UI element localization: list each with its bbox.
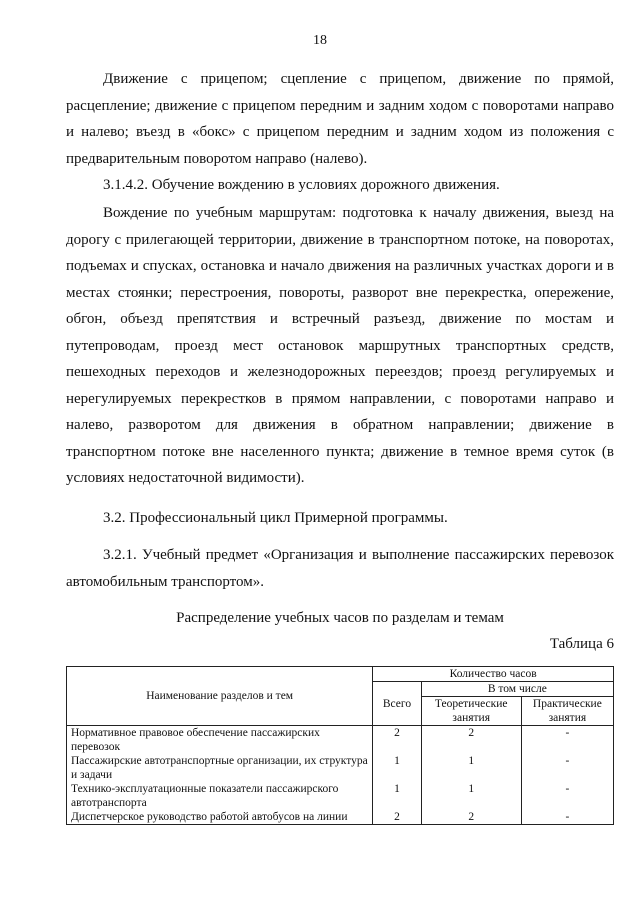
row-name: Нормативное правовое обеспечение пассажирских перевозок bbox=[67, 726, 373, 755]
page-number: 18 bbox=[313, 33, 327, 48]
table-row bbox=[67, 782, 614, 810]
row-theory: 2 bbox=[421, 810, 521, 825]
hours-distribution-table bbox=[66, 666, 614, 825]
header-section-name: Наименование разделов и тем bbox=[67, 667, 373, 726]
row-name: Диспетчерское руководство работой автобусов на линии bbox=[67, 810, 373, 825]
paragraph-text: Движение с прицепом; сцепление с прицепом, движение по прямой, расцепление; движение с прицепом передним и задним ходом с поворотами направо и налево; въезд в «бокс» с прицепом передним и задним ходом из положения с предварительным поворотом направо (налево). bbox=[66, 71, 614, 167]
table-row bbox=[67, 754, 614, 782]
row-theory: 1 bbox=[421, 782, 521, 810]
row-total: 2 bbox=[373, 810, 421, 825]
paragraph-route-driving bbox=[66, 200, 614, 492]
row-theory: 2 bbox=[421, 726, 521, 755]
section-heading-3-2 bbox=[66, 505, 614, 532]
paragraph-text: 3.1.4.2. Обучение вождению в условиях дорожного движения. bbox=[103, 177, 500, 193]
table-label: Таблица 6 bbox=[549, 636, 614, 652]
paragraph-text: Вождение по учебным маршрутам: подготовка к началу движения, выезд на дорогу с прилегающей территории, движение в транспортном потоке, на поворотах, подъемах и спусках, остановка и начало движения на различных участках дороги и в местах стоянки; перестроения, повороты, разворот вне перекрестка, опережение, обгон, объезд препятствия и встречный разъезд, движение по мостам и путепроводам, проезд мест остановок маршрутных транспортных средств, пешеходных переходов и железнодорожных переездов; проезд регулируемых и нерегулируемых перекрестков в прямом направлении, с поворотами направо и налево, разворотом для движения в обратном направлении; движение в транспортном потоке вне населенного пункта; движение в темное время суток (в условиях недостаточной видимости). bbox=[66, 205, 614, 486]
table-row bbox=[67, 726, 614, 755]
row-total: 1 bbox=[373, 782, 421, 810]
paragraph-trailer-driving bbox=[66, 66, 614, 172]
table-title: Распределение учебных часов по разделам и темам bbox=[176, 610, 504, 626]
row-name: Пассажирские автотранспортные организации, их структура и задачи bbox=[67, 754, 373, 782]
row-total: 1 bbox=[373, 754, 421, 782]
row-practice: - bbox=[521, 810, 613, 825]
table-row bbox=[67, 810, 614, 825]
row-practice: - bbox=[521, 754, 613, 782]
row-theory: 1 bbox=[421, 754, 521, 782]
row-practice: - bbox=[521, 726, 613, 755]
header-total: Всего bbox=[373, 682, 421, 726]
header-theory: Теоретические занятия bbox=[421, 697, 521, 726]
row-name: Технико-эксплуатационные показатели пассажирского автотранспорта bbox=[67, 782, 373, 810]
section-heading-3-1-4-2 bbox=[66, 172, 614, 199]
row-total: 2 bbox=[373, 726, 421, 755]
row-practice: - bbox=[521, 782, 613, 810]
section-heading-3-2-1 bbox=[66, 542, 614, 595]
paragraph-text: 3.2. Профессиональный цикл Примерной программы. bbox=[103, 510, 448, 526]
header-practice: Практические занятия bbox=[521, 697, 613, 726]
header-hours-group: Количество часов bbox=[373, 667, 614, 682]
header-including: В том числе bbox=[421, 682, 613, 697]
paragraph-text: 3.2.1. Учебный предмет «Организация и выполнение пассажирских перевозок автомобильным транспортом». bbox=[66, 547, 614, 590]
